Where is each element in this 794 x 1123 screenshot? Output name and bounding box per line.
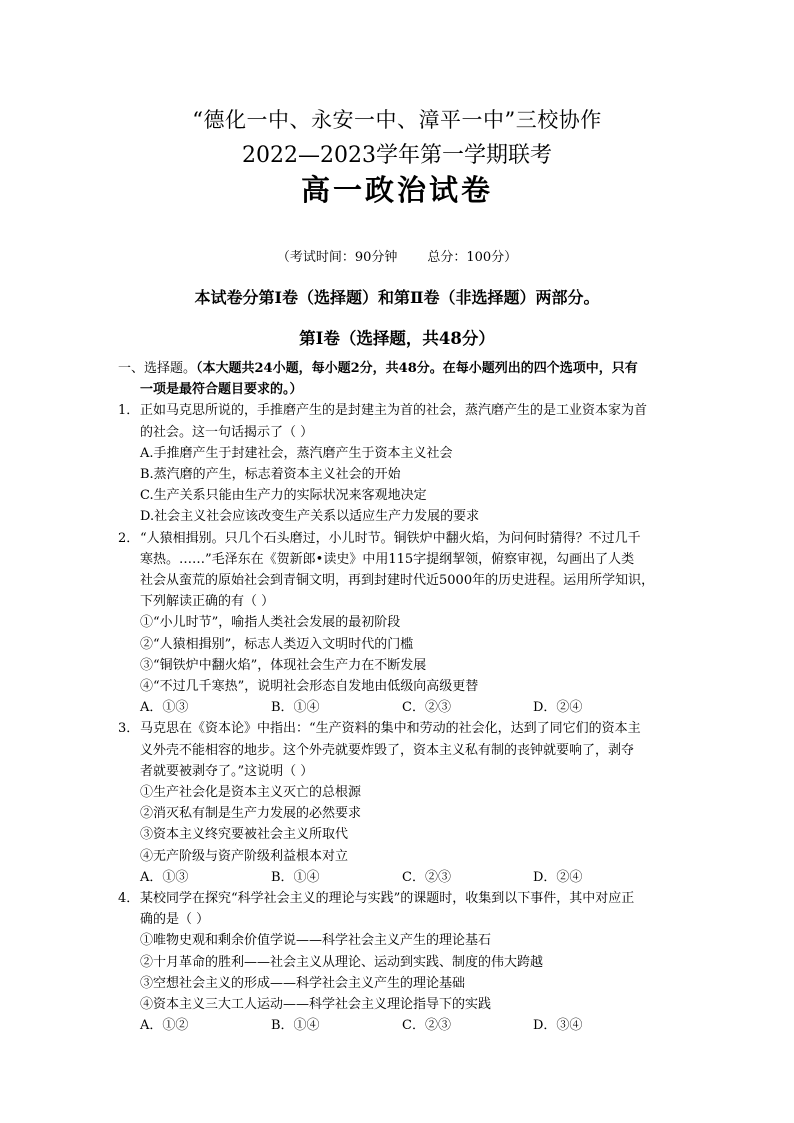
choice-a: A．①③ [140,700,189,716]
statement-1: ①唯物史观和剩余价值学说——科学社会主义产生的理论基石 [140,933,492,949]
option-a: A.手推磨产生于封建社会，蒸汽磨产生于资本主义社会 [140,445,453,461]
choice-a: A．①③ [140,869,189,885]
exam-time: （考试时间：90分钟 [276,250,398,265]
option-c: C.生产关系只能由生产力的实际状况来客观地决定 [140,488,427,504]
question-stem: 的社会。这一句话揭示了（ ） [140,424,314,440]
statement-2: ②消灭私有制是生产力发展的必然要求 [140,806,362,822]
question-stem: 寒热。……”毛泽东在《贺新郎•读史》中用115字提纲挈领，俯察审视，勾画出了人类 [140,551,635,567]
question-number: 2． [118,530,140,546]
statement-3: ③空想社会主义的形成——科学社会主义产生的理论基础 [140,975,466,991]
exam-info [0,246,794,265]
answer-choices [140,1015,698,1036]
question-stem: 确的是（ ） [140,912,210,928]
question-3 [118,718,698,782]
choice-b: B．①④ [271,700,320,716]
question-number: 1． [118,403,140,419]
answer-choices [140,867,698,888]
statement-1: ①“小儿时节”，喻指人类社会发展的最初阶段 [140,615,401,631]
statement-2: ②“人猿相揖别”，标志人类迈入文明时代的门槛 [140,636,414,652]
question-stem: 马克思在《资本论》中指出：“生产资料的集中和劳动的社会化，达到了同它们的资本主 [140,721,641,737]
question-stem: 正如马克思所说的，手推磨产生的是封建主为首的社会，蒸汽磨产生的是工业资本家为首 [140,403,648,419]
choice-d: D．②④ [533,700,583,716]
option-d: D.社会主义社会应该改变生产关系以适应生产力发展的要求 [140,509,480,525]
section-prefix: 一、选择题。 [118,361,197,376]
choice-d: D．②④ [533,869,583,885]
question-number: 4． [118,891,140,907]
school-collaboration-title: “德化一中、永安一中、漳平一中”三校协作 [192,108,602,132]
choice-a: A．①② [140,1018,189,1034]
choice-c: C．②③ [402,700,451,716]
question-stem: 义外壳不能相容的地步。这个外壳就要炸毁了，资本主义私有制的丧钟就要响了，剥夺 [140,742,635,758]
question-content [118,358,698,1037]
parts-note: 本试卷分第Ⅰ卷（选择题）和第Ⅱ卷（非选择题）两部分。 [194,288,600,307]
question-stem: 社会从蛮荒的原始社会到青铜文明，再到封建时代近5000年的历史进程。运用所学知识， [140,573,655,589]
statement-4: ④资本主义三大工人运动——科学社会主义理论指导下的实践 [140,997,492,1013]
statement-1: ①生产社会化是资本主义灭亡的总根源 [140,785,362,801]
statement-4: ④无产阶级与资产阶级利益根本对立 [140,848,349,864]
question-stem: 者就要被剥夺了。”这说明（ ） [140,763,314,779]
answer-choices [140,697,698,718]
statement-3: ③“铜铁炉中翻火焰”，体现社会生产力在不断发展 [140,657,427,673]
choice-b: B．①④ [271,869,320,885]
volume-1-title: 第Ⅰ卷（选择题，共48分） [299,329,495,348]
section-instruction-line1: （本大题共24小题，每小题2分，共48分。在每小题列出的四个选项中，只有 [196,361,638,376]
statement-3: ③资本主义终究要被社会主义所取代 [140,827,349,843]
question-4 [118,888,698,930]
question-2 [118,528,698,613]
statement-2: ②十月革命的胜利——社会主义从理论、运动到实践、制度的伟大跨越 [140,954,544,970]
option-b: B.蒸汽磨的产生，标志着资本主义社会的开始 [140,467,401,483]
question-number: 3． [118,721,140,737]
choice-b: B．①④ [271,1018,320,1034]
section-heading [118,358,698,379]
section-instruction-line2: 一项是最符合题目要求的。） [140,382,303,398]
exam-subject-title: 高一政治试卷 [300,173,493,207]
statement-4: ④“不过几千寒热”，说明社会形态自发地由低级向高级更替 [140,679,479,695]
choice-d: D．③④ [533,1018,583,1034]
question-stem: 下列解读正确的有（ ） [140,594,275,610]
exam-total-score: 总分：100分） [427,250,518,265]
question-1 [118,400,698,442]
choice-c: C．②③ [402,1018,451,1034]
academic-year-title: 2022—2023学年第一学期联考 [242,143,552,168]
choice-c: C．②③ [402,869,451,885]
question-stem: “人猿相揖别。只几个石头磨过，小儿时节。铜铁炉中翻火焰，为问何时猜得？不过几千 [140,530,641,546]
question-stem: 某校同学在探究“科学社会主义的理论与实践”的课题时，收集到以下事件，其中对应正 [140,891,635,907]
